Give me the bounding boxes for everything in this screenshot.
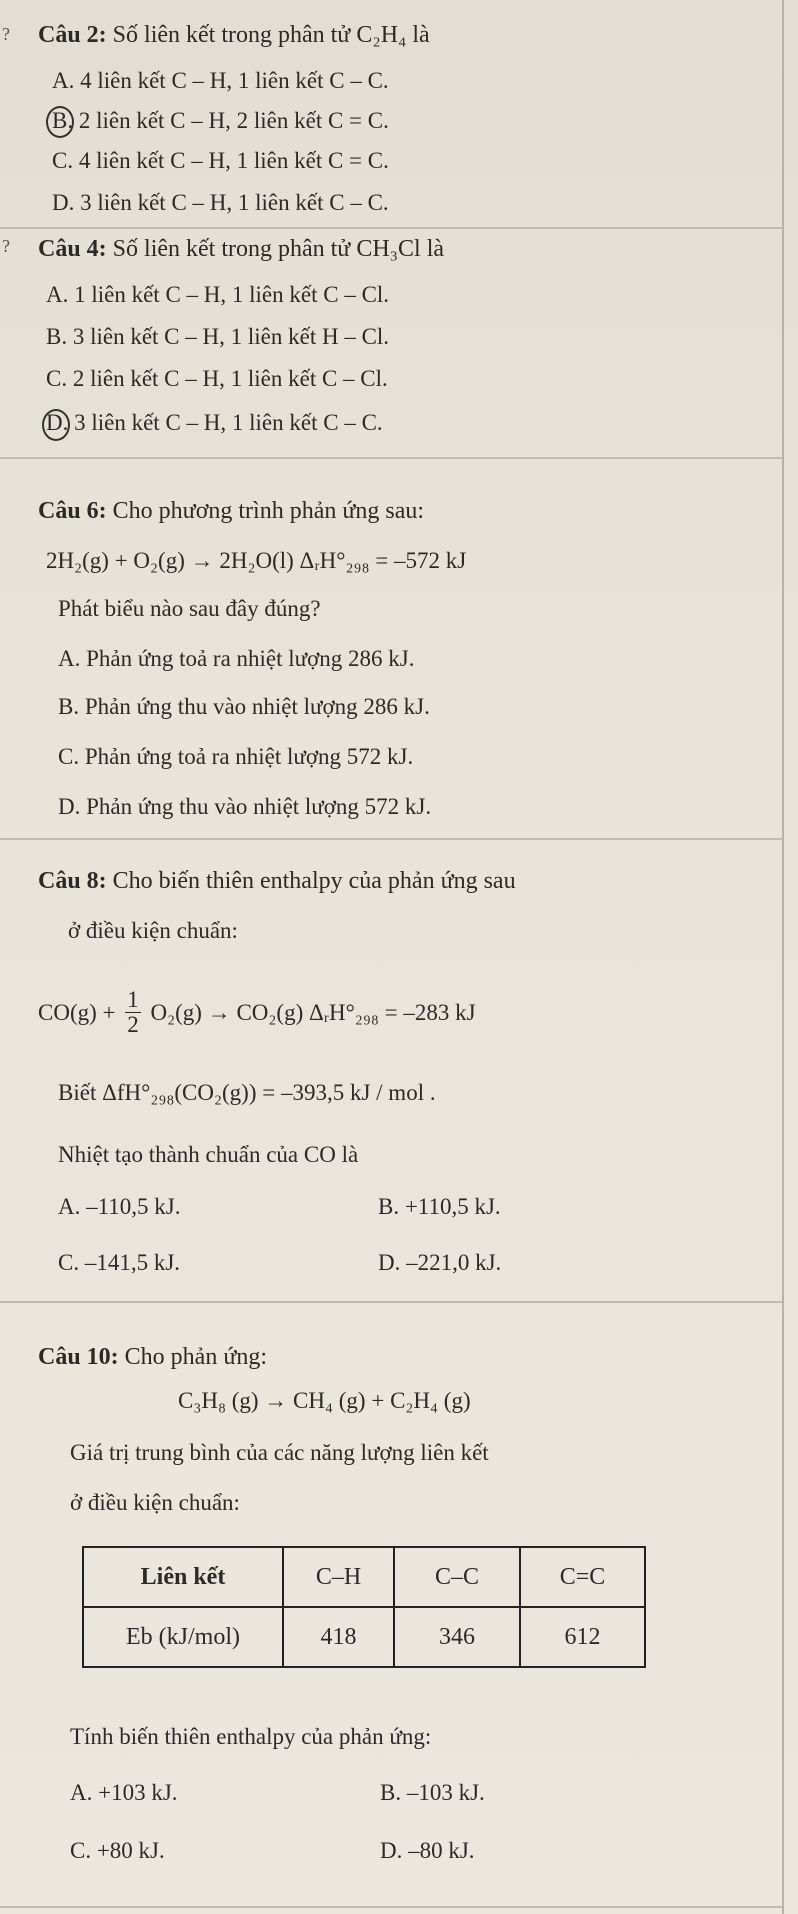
q4-option-d: D. 3 liên kết C – H, 1 liên kết C – C. bbox=[46, 410, 383, 435]
table-cell: 346 bbox=[394, 1607, 520, 1667]
q10-question: Tính biến thiên enthalpy của phản ứng: bbox=[70, 1724, 432, 1749]
q6-heading: Câu 6: Cho phương trình phản ứng sau: bbox=[38, 498, 425, 524]
q6-equation: 2H₂(g) + O₂(g) → 2H₂O(l) ΔᵣH°₂₉₈ = –572 kJ bbox=[46, 548, 467, 573]
q2-heading: Câu 2: Số liên kết trong phân tử C₂H₄ là bbox=[38, 22, 430, 48]
q8-prompt-continued: ở điều kiện chuẩn: bbox=[68, 918, 238, 943]
q2-option-c: C. 4 liên kết C – H, 1 liên kết C = C. bbox=[52, 148, 389, 173]
table-cell: Eb (kJ/mol) bbox=[83, 1607, 283, 1667]
margin-mark: ? bbox=[2, 24, 10, 44]
table-header-cell: C–H bbox=[283, 1547, 394, 1607]
divider bbox=[0, 838, 782, 840]
table-header-cell: C=C bbox=[520, 1547, 645, 1607]
q10-option-c: C. +80 kJ. bbox=[70, 1838, 165, 1863]
q10-heading: Câu 10: Cho phản ứng: bbox=[38, 1344, 268, 1370]
q8-heading: Câu 8: Cho biến thiên enthalpy của phản ứng sau bbox=[38, 868, 516, 894]
table-cell: 418 bbox=[283, 1607, 394, 1667]
q6-question: Phát biểu nào sau đây đúng? bbox=[58, 596, 321, 621]
q8-option-b: B. +110,5 kJ. bbox=[378, 1194, 501, 1219]
q2-option-b: B. 2 liên kết C – H, 2 liên kết C = C. bbox=[52, 108, 389, 133]
q10-option-a: A. +103 kJ. bbox=[70, 1780, 178, 1805]
q10-text-continued: ở điều kiện chuẩn: bbox=[70, 1490, 240, 1515]
divider bbox=[0, 457, 782, 459]
table-header-row bbox=[83, 1547, 645, 1607]
q8-option-c: C. –141,5 kJ. bbox=[58, 1250, 181, 1275]
table-header-cell: C–C bbox=[394, 1547, 520, 1607]
q10-option-d: D. –80 kJ. bbox=[380, 1838, 475, 1863]
q4-heading: Câu 4: Số liên kết trong phân tử CH₃Cl là bbox=[38, 236, 445, 262]
q8-equation: CO(g) + $\frac{1}{2}$ O₂(g) → CO₂(g) ΔᵣH°₂₉₈ = –283 kJ bbox=[38, 987, 476, 1037]
answer-circle-mark bbox=[46, 106, 74, 138]
q6-option-a: A. Phản ứng toả ra nhiệt lượng 286 kJ. bbox=[58, 646, 415, 671]
q4-option-b: B. 3 liên kết C – H, 1 liên kết H – Cl. bbox=[46, 324, 390, 349]
q10-equation: C₃H₈ (g) → CH₄ (g) + C₂H₄ (g) bbox=[178, 1388, 471, 1413]
q8-question: Nhiệt tạo thành chuẩn của CO là bbox=[58, 1142, 359, 1167]
q2-option-d: D. 3 liên kết C – H, 1 liên kết C – C. bbox=[52, 190, 389, 215]
q6-option-c: C. Phản ứng toả ra nhiệt lượng 572 kJ. bbox=[58, 744, 414, 769]
divider bbox=[0, 1301, 782, 1303]
q8-given: Biết ΔfH°₂₉₈(CO₂(g)) = –393,5 kJ / mol . bbox=[58, 1080, 436, 1105]
fraction-one-half: $\frac{1}{2}$ bbox=[127, 987, 139, 1037]
table-header-cell: Liên kết bbox=[83, 1547, 283, 1607]
divider bbox=[0, 1906, 782, 1908]
answer-circle-mark bbox=[42, 409, 70, 441]
q10-option-b: B. –103 kJ. bbox=[380, 1780, 485, 1805]
divider bbox=[0, 227, 782, 229]
margin-mark: ? bbox=[2, 236, 10, 256]
q6-option-d: D. Phản ứng thu vào nhiệt lượng 572 kJ. bbox=[58, 794, 432, 819]
q4-option-a: A. 1 liên kết C – H, 1 liên kết C – Cl. bbox=[46, 282, 390, 307]
table-cell: 612 bbox=[520, 1607, 645, 1667]
q10-text: Giá trị trung bình của các năng lượng liên kết bbox=[70, 1440, 489, 1465]
q6-option-b: B. Phản ứng thu vào nhiệt lượng 286 kJ. bbox=[58, 694, 430, 719]
q8-option-d: D. –221,0 kJ. bbox=[378, 1250, 502, 1275]
q2-option-a: A. 4 liên kết C – H, 1 liên kết C – C. bbox=[52, 68, 389, 93]
q8-option-a: A. –110,5 kJ. bbox=[58, 1194, 181, 1219]
bond-energy-table bbox=[82, 1546, 646, 1668]
right-border bbox=[782, 0, 784, 1914]
q4-option-c: C. 2 liên kết C – H, 1 liên kết C – Cl. bbox=[46, 366, 388, 391]
table-row bbox=[83, 1607, 645, 1667]
